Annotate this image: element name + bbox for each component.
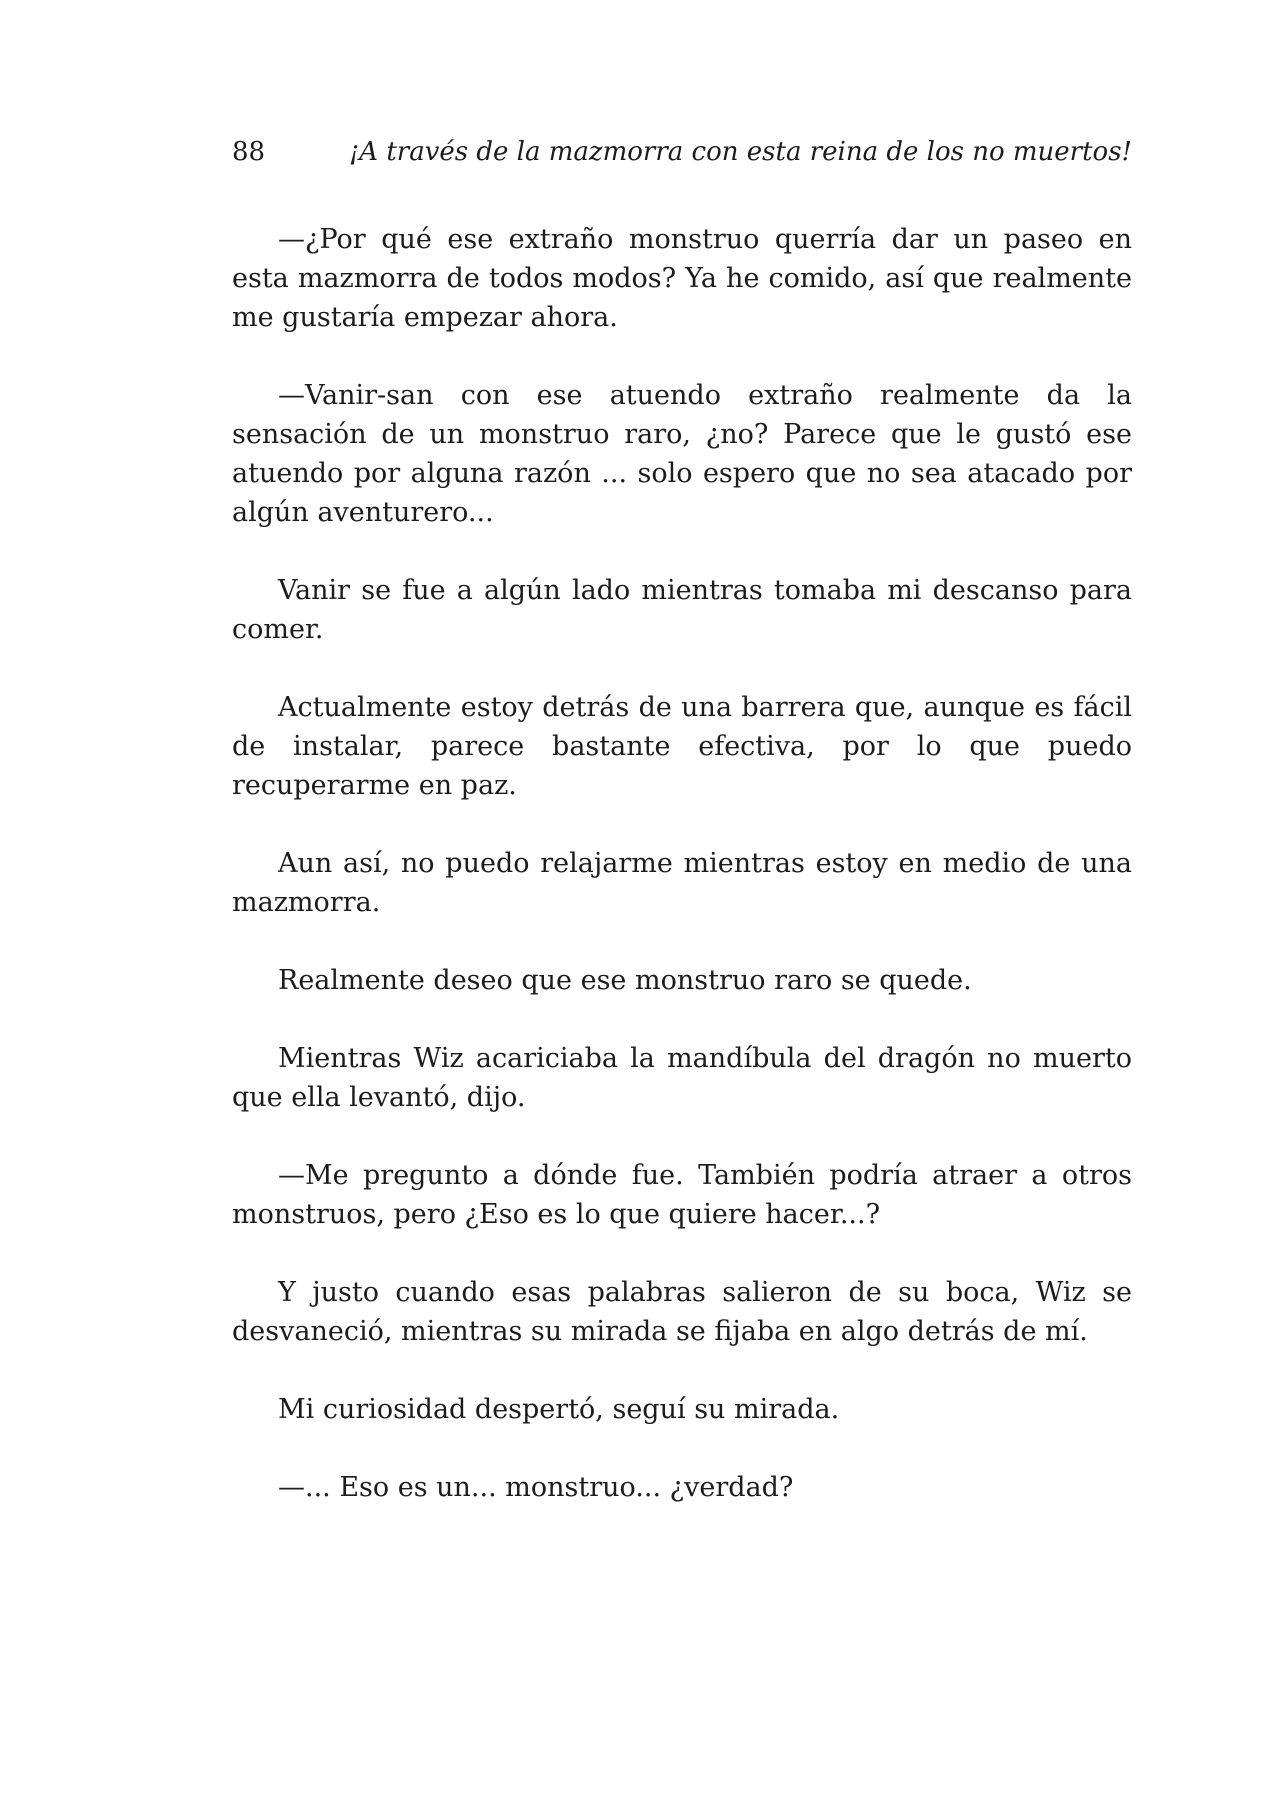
paragraph: —¿Por qué ese extraño monstruo querría dar un paseo en esta mazmorra de todos modos? Ya he comido, así que realmente me gustaría empezar ahora.	[232, 224, 1132, 333]
paragraph: —... Eso es un... monstruo... ¿verdad?	[278, 1472, 794, 1503]
paragraph: Mi curiosidad despertó, seguí su mirada.	[278, 1394, 840, 1425]
paragraph: Vanir se fue a algún lado mientras tomaba mi descanso para comer.	[232, 575, 1132, 645]
paragraph: Aun así, no puedo relajarme mientras estoy en medio de una mazmorra.	[232, 848, 1132, 918]
paragraph: Y justo cuando esas palabras salieron de su boca, Wiz se desvaneció, mientras su mirada se fijaba en algo detrás de mí.	[232, 1277, 1132, 1347]
body-text	[232, 220, 1132, 1546]
paragraph: —Me pregunto a dónde fue. También podría atraer a otros monstruos, pero ¿Eso es lo que quiere hacer...?	[232, 1160, 1132, 1230]
book-title: ¡A través de la mazmorra con esta reina de los no muertos!	[348, 137, 1132, 167]
running-head	[232, 132, 1132, 172]
paragraph: —Vanir-san con ese atuendo extraño realmente da la sensación de un monstruo raro, ¿no? Parece que le gustó ese atuendo por alguna razón ... solo espero que no sea atacado por algún aventurero...	[232, 380, 1132, 528]
page-number: 88	[232, 137, 266, 167]
paragraph: Mientras Wiz acariciaba la mandíbula del dragón no muerto que ella levantó, dijo.	[232, 1043, 1132, 1113]
paragraph: Realmente deseo que ese monstruo raro se quede.	[278, 965, 972, 996]
paragraph: Actualmente estoy detrás de una barrera que, aunque es fácil de instalar, parece bastante efectiva, por lo que puedo recuperarme en paz.	[232, 692, 1132, 801]
